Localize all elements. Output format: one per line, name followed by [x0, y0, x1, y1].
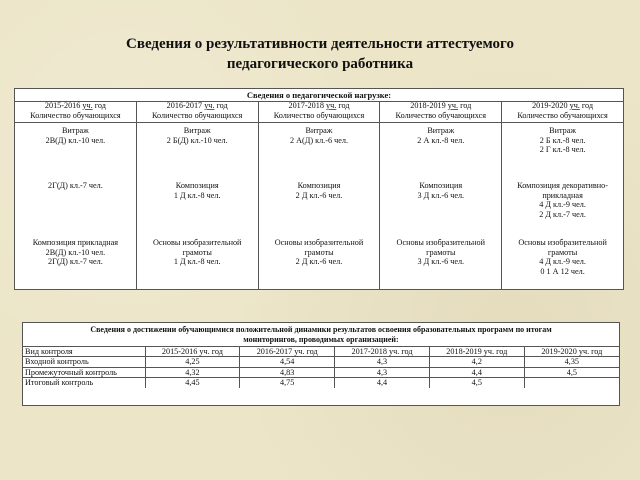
- row-label: Итоговый контроль: [23, 378, 145, 388]
- results-grid: [23, 347, 619, 388]
- count-label: Количество обучающихся: [273, 110, 365, 120]
- table-cell: 4,75: [240, 378, 335, 388]
- results-header-row: [23, 347, 619, 357]
- load-block-2: Композиция декоративно- прикладная 4 Д кл.-9 чел. 2 Д кл.-7 чел.: [517, 181, 608, 219]
- table-cell: 4,5: [524, 367, 619, 377]
- load-block-2: Композиция 2 Д кл.-6 чел.: [295, 181, 343, 200]
- load-column-header: 2019-2020 уч. год Количество обучающихся: [502, 101, 623, 123]
- row-label: Промежуточный контроль: [23, 367, 145, 377]
- load-block-1: Витраж 2 Б кл.-8 чел. 2 Г кл.-8 чел.: [539, 126, 586, 155]
- load-column-header: 2015-2016 уч. год Количество обучающихся: [15, 101, 136, 123]
- load-column-2019: [502, 101, 623, 289]
- load-block-3: Основы изобразительной грамоты 2 Д кл.-6 чел.: [274, 238, 364, 267]
- load-column-header: 2018-2019 уч. год Количество обучающихся: [380, 101, 501, 123]
- load-block-1: Витраж 2В(Д) кл.-10 чел.: [45, 126, 106, 145]
- count-label: Количество обучающихся: [517, 110, 608, 120]
- header-cell: 2019-2020 уч. год: [524, 347, 619, 357]
- table-cell: 4,3: [335, 367, 430, 377]
- table-cell: 4,45: [145, 378, 240, 388]
- load-block-3: Основы изобразительной грамоты 4 Д кл.-9 чел. 0 1 А 12 чел.: [518, 238, 607, 276]
- count-label: Количество обучающихся: [30, 110, 121, 120]
- load-column-2015: [15, 101, 137, 289]
- title-line-2: педагогического работника: [226, 56, 414, 72]
- table-cell: 4,35: [524, 357, 619, 367]
- table-cell: 4,32: [145, 367, 240, 377]
- table-cell: 4,2: [429, 357, 524, 367]
- table-cell: 4,4: [335, 378, 430, 388]
- header-cell: 2018-2019 уч. год: [429, 347, 524, 357]
- table-cell: 4,83: [240, 367, 335, 377]
- header-cell: 2016-2017 уч. год: [240, 347, 335, 357]
- row-label: Входной контроль: [23, 357, 145, 367]
- count-label: Количество обучающихся: [395, 110, 487, 120]
- table-cell: 4,5: [429, 378, 524, 388]
- load-column-2017: [259, 101, 381, 289]
- load-block-1: Витраж 2 А(Д) кл.-6 чел.: [289, 126, 348, 145]
- teaching-load-caption: Сведения о педагогической нагрузке:: [15, 89, 623, 102]
- header-cell: 2017-2018 уч. год: [335, 347, 430, 357]
- table-row: [23, 367, 619, 377]
- load-block-2: Композиция 1 Д кл.-8 чел.: [173, 181, 221, 200]
- table-cell: 4,25: [145, 357, 240, 367]
- title-line-1: Сведения о результативности деятельности аттестуемого: [126, 36, 514, 52]
- results-table: [22, 322, 620, 406]
- table-cell: 4,54: [240, 357, 335, 367]
- load-block-1: Витраж 2 А кл.-8 чел.: [417, 126, 465, 145]
- load-column-header: 2016-2017 уч. год Количество обучающихся: [137, 101, 258, 123]
- load-block-2: 2Г(Д) кл.-7 чел.: [48, 181, 103, 190]
- load-block-3: Основы изобразительной грамоты 1 Д кл.-8 чел.: [152, 238, 242, 267]
- slide-title: [0, 34, 640, 74]
- results-caption: Сведения о достижении обучающимися положительной динамики результатов освоения образовательных программ по итогам мониторингов, проводимых организацией:: [23, 323, 619, 347]
- count-label: Количество обучающихся: [151, 110, 243, 120]
- load-column-header: 2017-2018 уч. год Количество обучающихся: [259, 101, 380, 123]
- load-column-2016: [137, 101, 259, 289]
- table-cell: [524, 378, 619, 388]
- table-row: [23, 378, 619, 388]
- load-block-3: Композиция прикладная 2В(Д) кл.-10 чел. 2Г(Д) кл.-7 чел.: [32, 238, 119, 267]
- load-block-1: Витраж 2 Б(Д) кл.-10 чел.: [166, 126, 228, 145]
- load-block-3: Основы изобразительной грамоты 3 Д кл.-6 чел.: [396, 238, 486, 267]
- teaching-load-table: [14, 88, 624, 290]
- header-cell: 2015-2016 уч. год: [145, 347, 240, 357]
- table-cell: 4,3: [335, 357, 430, 367]
- teaching-load-grid: [15, 101, 623, 289]
- load-column-2018: [380, 101, 502, 289]
- table-row: [23, 357, 619, 367]
- load-block-2: Композиция 3 Д кл.-6 чел.: [417, 181, 465, 200]
- table-cell: 4,4: [429, 367, 524, 377]
- header-cell: Вид контроля: [23, 347, 145, 357]
